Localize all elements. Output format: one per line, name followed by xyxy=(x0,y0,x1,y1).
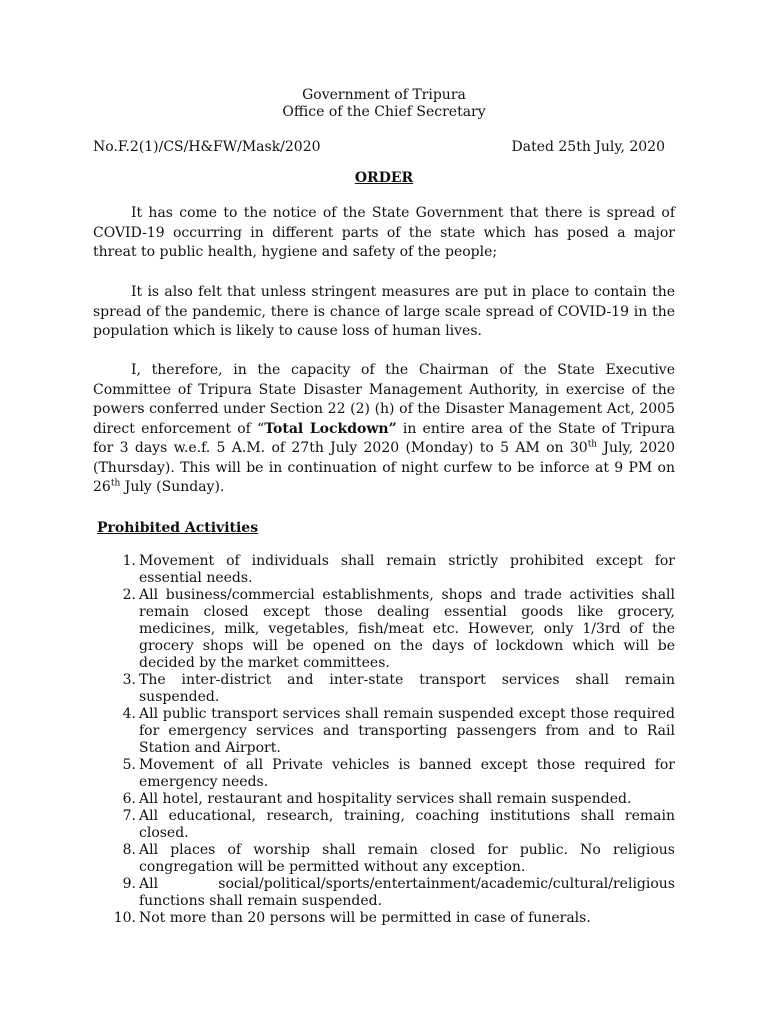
list-text: Movement of individuals shall remain strictly prohibited except for essential needs. xyxy=(139,553,675,586)
list-item xyxy=(110,876,675,910)
list-number: 3. xyxy=(122,672,136,688)
list-item xyxy=(110,808,675,842)
list-item xyxy=(110,757,675,791)
list-text: All hotel, restaurant and hospitality services shall remain suspended. xyxy=(139,791,632,807)
list-item xyxy=(110,672,675,706)
paragraph-notice: It has come to the notice of the State Government that there is spread of COVID-19 occurring in different parts of the state which has posed a major threat to public health, hygiene and safety of the people; xyxy=(93,205,675,260)
list-text: Movement of all Private vehicles is banned except those required for emergency needs. xyxy=(139,757,675,790)
list-text: All business/commercial establishments, shops and trade activities shall remain closed except those dealing essential goods like grocery, medicines, milk, vegetables, fish/meat etc. However, only 1/3rd of the grocery shops will be opened on the days of lockdown which will be decided by the market committees. xyxy=(139,587,675,671)
list-text: All public transport services shall remain suspended except those required for emergency services and transporting passengers from and to Rail Station and Airport. xyxy=(139,706,675,756)
prohibited-activities-heading: Prohibited Activities xyxy=(97,520,259,536)
list-number: 6. xyxy=(122,791,136,807)
list-item xyxy=(110,910,675,927)
prohibited-activities-list xyxy=(110,553,675,927)
list-number: 9. xyxy=(122,876,136,892)
list-item xyxy=(110,553,675,587)
order-number: No.F.2(1)/CS/H&FW/Mask/2020 xyxy=(93,139,321,155)
office-header: Office of the Chief Secretary xyxy=(282,104,486,120)
list-text: All places of worship shall remain closed for public. No religious congregation will be permitted without any exception. xyxy=(139,842,675,875)
list-number: 10. xyxy=(113,910,136,926)
list-item xyxy=(110,842,675,876)
order-date: Dated 25th July, 2020 xyxy=(511,139,665,155)
list-number: 7. xyxy=(122,808,136,824)
superscript-th-2: th xyxy=(110,478,121,489)
directive-text-3: July, 2020 (Thursday). This will be in continuation of night curfew to be inforce at 9 PM on 26 xyxy=(93,440,675,495)
list-number: 2. xyxy=(122,587,136,603)
list-number: 8. xyxy=(122,842,136,858)
list-number: 5. xyxy=(122,757,136,773)
order-title: ORDER xyxy=(354,170,414,186)
paragraph-concern: It is also felt that unless stringent measures are put in place to contain the spread of the pandemic, there is chance of large scale spread of COVID-19 in the population which is likely to cause loss of human lives. xyxy=(93,284,675,339)
government-header: Government of Tripura xyxy=(302,87,466,103)
list-text: All educational, research, training, coaching institutions shall remain closed. xyxy=(139,808,675,841)
list-text: All social/political/sports/entertainment/academic/cultural/religious functions shall remain suspended. xyxy=(139,876,675,909)
list-item xyxy=(110,587,675,672)
list-text: Not more than 20 persons will be permitted in case of funerals. xyxy=(139,910,591,926)
paragraph-directive xyxy=(93,361,675,498)
directive-text-1: I, therefore, in the capacity of the Chairman of the State Executive Committee of Tripura State Disaster Management Authority, in exercise of the powers conferred under Section 22 (2) (h) of the Disaster Management Act, 2005 direct enforcement of “ xyxy=(93,362,675,437)
list-item xyxy=(110,706,675,757)
total-lockdown-emphasis: Total Lockdown” xyxy=(264,420,397,437)
superscript-th-1: th xyxy=(587,439,598,450)
directive-text-2: in entire area of the State of Tripura for 3 days w.e.f. 5 A.M. of 27th July 2020 (Monday) to 5 AM on 30 xyxy=(93,420,675,456)
list-number: 1. xyxy=(122,553,136,569)
list-text: The inter-district and inter-state transport services shall remain suspended. xyxy=(139,672,675,705)
directive-text-4: July (Sunday). xyxy=(120,479,225,495)
list-number: 4. xyxy=(122,706,136,722)
list-item xyxy=(110,791,675,808)
